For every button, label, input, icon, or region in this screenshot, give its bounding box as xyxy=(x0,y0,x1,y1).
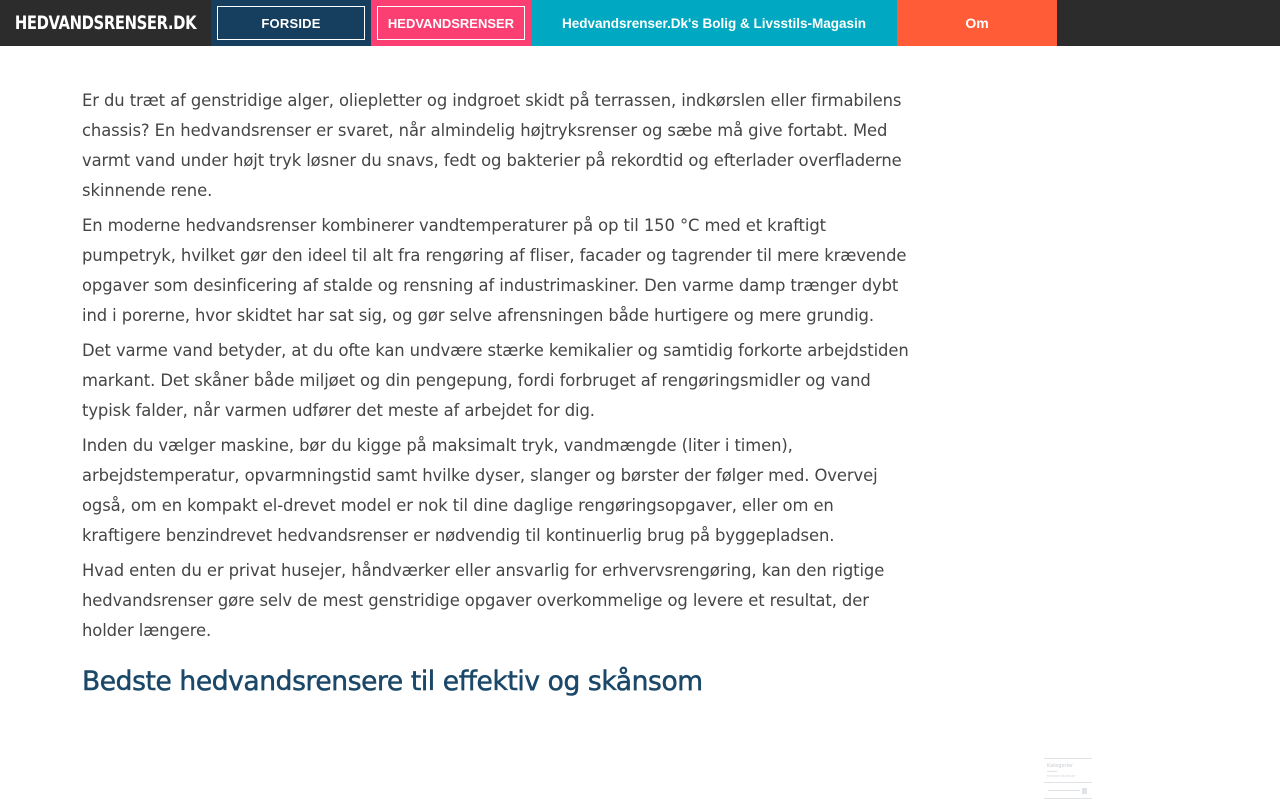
nav-item-forside[interactable]: FORSIDE xyxy=(211,0,371,46)
nav-item-magasin[interactable]: Hedvandsrenser.Dk's Bolig & Livsstils-Magasin xyxy=(531,0,897,46)
article-paragraph-5: Hvad enten du er privat husejer, håndværker eller ansvarlig for erhvervsrengøring, kan den rigtige hedvandsrenser gøre selv de mest genstridige opgaver overkommelige og levere et resultat, der holder længere. xyxy=(82,561,885,640)
categories-box xyxy=(1044,758,1092,783)
article-paragraph-3: Det varme vand betyder, at du ofte kan undvære stærke kemikalier og samtidig forkorte arbejdstiden markant. Det skåner både miljøet og din pengepung, fordi forbruget af rengøringsmidler og vand typisk falder, når varmen udfører det meste af arbejdet for dig. xyxy=(82,341,909,420)
section-heading: Bedste hedvandsrensere til effektiv og skånsom xyxy=(82,666,703,697)
article-paragraph-4: Inden du vælger maskine, bør du kigge på maksimalt tryk, vandmængde (liter i timen), arbejdstemperatur, opvarmningstid samt hvilke dyser, slanger og børster der følger med. Overvej også, om en kompakt el-drevet model er nok til dine daglige rengøringsopgaver, eller om en kraftigere benzindrevet hedvandsrenser er nødvendig til kontinuerlig brug på byggepladsen. xyxy=(82,436,878,545)
top-navigation-bar xyxy=(0,0,1280,46)
categories-widget-thumbnail xyxy=(1044,758,1092,800)
categories-title: Kategorier xyxy=(1047,763,1074,769)
search-input-line[interactable] xyxy=(1048,790,1080,791)
nav-item-om[interactable]: Om xyxy=(897,0,1057,46)
site-logo[interactable]: HEDVANDSRENSER.DK xyxy=(14,12,197,34)
article-paragraph-1: Er du træt af genstridige alger, oliepletter og indgroet skidt på terrassen, indkørslen eller firmabilens chassis? En hedvandsrenser er svaret, når almindelig højtryksrenser og sæbe må give fortabt. Med varmt vand under højt tryk løsner du snavs, fedt og bakterier på rekordtid og efterlader overfladerne skinnende rene. xyxy=(82,91,902,200)
title-underline xyxy=(1047,771,1057,772)
search-box[interactable] xyxy=(1044,787,1092,799)
article-paragraph-2: En moderne hedvandsrenser kombinerer vandtemperaturer på op til 150 °C med et kraftigt pumpetryk, hvilket gør den ideel til alt fra rengøring af fliser, facader og tagrender til mere krævende opgaver som desinficering af stalde og rensning af industrimaskiner. Den varme damp trænger dybt ind i porerne, hvor skidtet har sat sig, og gør selve afrensningen både hurtigere og mere grundig. xyxy=(82,216,907,325)
article-content xyxy=(82,86,912,700)
categories-item[interactable]: Hedvandsrenser xyxy=(1047,774,1076,778)
nav-item-hedvandsrenser[interactable]: HEDVANDSRENSER xyxy=(371,0,531,46)
search-button[interactable] xyxy=(1082,788,1087,794)
